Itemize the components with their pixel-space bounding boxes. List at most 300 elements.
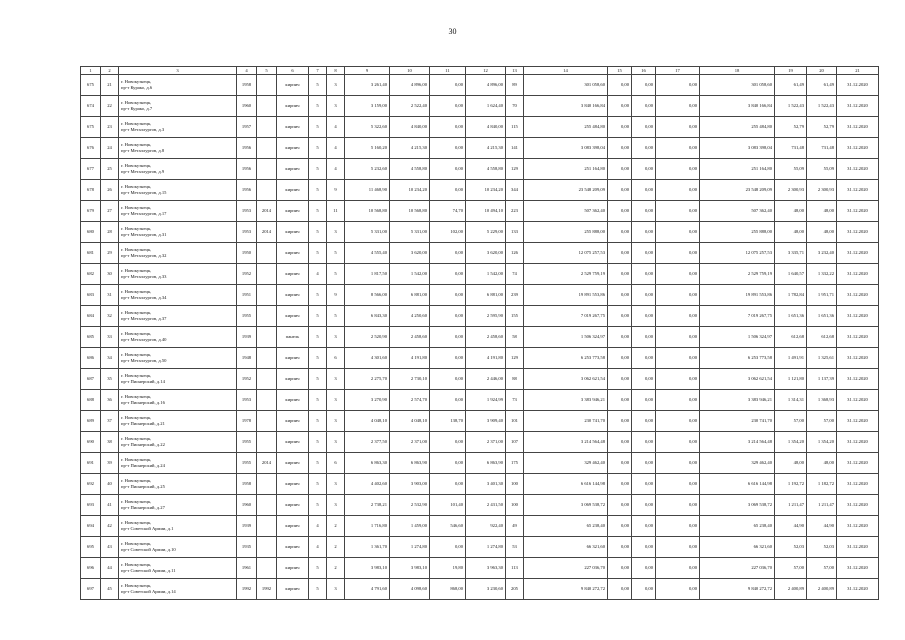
table-cell: 115 <box>506 117 524 138</box>
table-cell: 12 075 257,53 <box>700 243 775 264</box>
table-cell: 694 <box>81 516 101 537</box>
table-cell: 5 <box>309 138 327 159</box>
table-cell: 31.12.2020 <box>837 159 879 180</box>
table-cell: 682 <box>81 264 101 285</box>
address-cell <box>119 159 237 180</box>
column-number-8: 8 <box>327 67 345 75</box>
table-cell: 65 238,40 <box>524 516 608 537</box>
table-cell: 0,00 <box>430 138 466 159</box>
table-cell: 1 211,47 <box>807 495 837 516</box>
table-row <box>81 495 879 516</box>
table-row <box>81 243 879 264</box>
table-cell: 48,00 <box>775 453 807 474</box>
table-cell: 5 <box>309 579 327 600</box>
table-cell <box>257 495 277 516</box>
table-cell: 5 331,00 <box>345 222 390 243</box>
table-cell: 100 <box>506 495 524 516</box>
table-cell: 1952 <box>237 264 257 285</box>
table-cell: 868,00 <box>430 579 466 600</box>
address-cell <box>119 495 237 516</box>
table-cell <box>257 516 277 537</box>
table-cell: 1939 <box>237 327 257 348</box>
table-cell: 3 270,90 <box>345 390 390 411</box>
table-cell: 6 253 773,58 <box>524 348 608 369</box>
table-cell: 48,00 <box>775 201 807 222</box>
column-number-17: 17 <box>656 67 700 75</box>
table-cell: 0,00 <box>608 75 632 96</box>
table-cell: 52,79 <box>775 117 807 138</box>
table-cell: 2 371,00 <box>466 432 506 453</box>
table-cell: 693 <box>81 495 101 516</box>
address-street: пр-т Металлургов, д.37 <box>121 316 167 321</box>
table-cell: 74,70 <box>430 201 466 222</box>
table-row <box>81 327 879 348</box>
table-cell <box>257 96 277 117</box>
table-cell: 0,00 <box>608 558 632 579</box>
table-cell: 3 214 564,48 <box>524 432 608 453</box>
table-cell: 5 <box>309 327 327 348</box>
table-cell: 507 362,40 <box>700 201 775 222</box>
address-city: г. Новокузнецк, <box>121 267 152 273</box>
column-number-11: 11 <box>430 67 466 75</box>
table-cell: 1 640,57 <box>775 264 807 285</box>
table-cell: 0,00 <box>430 264 466 285</box>
table-cell: 22 <box>101 96 119 117</box>
table-cell: 680 <box>81 222 101 243</box>
table-row <box>81 264 879 285</box>
table-cell: 1 716,80 <box>345 516 390 537</box>
table-row <box>81 285 879 306</box>
table-cell: 1 182,72 <box>807 474 837 495</box>
table-cell: 0,00 <box>632 579 656 600</box>
table-row <box>81 453 879 474</box>
table-cell: 4 555,40 <box>345 243 390 264</box>
address-street: пр-т Пионерский, д.27 <box>121 505 165 510</box>
table-cell: 0,00 <box>656 432 700 453</box>
table-cell: 230 741,70 <box>700 411 775 432</box>
table-cell: 4 098,60 <box>390 579 430 600</box>
table-cell: 0,00 <box>656 495 700 516</box>
table-cell: 255 888,00 <box>524 222 608 243</box>
table-cell: 23 548 209,09 <box>700 180 775 201</box>
table-cell: 1955 <box>237 306 257 327</box>
address-cell <box>119 222 237 243</box>
table-cell: 2 738,21 <box>345 495 390 516</box>
table-cell <box>257 285 277 306</box>
table-cell: 0,00 <box>430 75 466 96</box>
table-cell: 5 <box>309 96 327 117</box>
table-cell: 329 462,40 <box>524 453 608 474</box>
address-street: пр-т Металлургов, д.3 <box>121 127 165 132</box>
table-cell: 1 274,80 <box>390 537 430 558</box>
address-cell <box>119 558 237 579</box>
table-cell: 255 484,80 <box>524 117 608 138</box>
table-cell: 101 <box>506 411 524 432</box>
table-cell: 1952 <box>237 369 257 390</box>
table-cell: 55,09 <box>775 159 807 180</box>
address-city: г. Новокузнецк, <box>121 372 152 378</box>
table-cell: кирпич <box>277 348 309 369</box>
table-cell: 687 <box>81 369 101 390</box>
table-cell: 4 215,30 <box>466 138 506 159</box>
address-city: г. Новокузнецк, <box>121 540 152 546</box>
table-cell: 5 <box>309 369 327 390</box>
table-cell: 0,00 <box>608 495 632 516</box>
address-street: пр-т Металлургов, д.8 <box>121 148 165 153</box>
table-cell: кирпич <box>277 117 309 138</box>
table-cell: 57,00 <box>775 411 807 432</box>
table-cell: 5 <box>309 159 327 180</box>
table-cell: 31.12.2020 <box>837 75 879 96</box>
table-cell: 31.12.2020 <box>837 558 879 579</box>
table-cell: 0,00 <box>608 243 632 264</box>
table-cell: 1961 <box>237 558 257 579</box>
table-cell: 0,00 <box>632 390 656 411</box>
address-street: пр-т Пионерский, д.21 <box>121 421 165 426</box>
table-cell: 1 522,43 <box>807 96 837 117</box>
column-number-6: 6 <box>277 67 309 75</box>
table-cell: 0,00 <box>632 180 656 201</box>
address-city: г. Новокузнецк, <box>121 393 152 399</box>
table-cell <box>257 138 277 159</box>
table-cell: 0,00 <box>656 243 700 264</box>
address-street: пр-т Металлургов, д.9 <box>121 169 165 174</box>
table-cell: 5 <box>327 264 345 285</box>
table-row <box>81 558 879 579</box>
table-cell: 0,00 <box>632 327 656 348</box>
table-cell: 301 058,60 <box>524 75 608 96</box>
table-cell: 6 881,00 <box>390 285 430 306</box>
table-cell: 21 <box>101 75 119 96</box>
address-street: пр-т Металлургов, д.15 <box>121 190 167 195</box>
table-cell: 1 817,50 <box>345 264 390 285</box>
table-cell <box>257 75 277 96</box>
table-cell: кирпич <box>277 159 309 180</box>
table-cell: 1939 <box>237 516 257 537</box>
table-cell: 681 <box>81 243 101 264</box>
table-cell: 5 <box>309 348 327 369</box>
table-cell: 689 <box>81 411 101 432</box>
address-city: г. Новокузнецк, <box>121 120 152 126</box>
table-cell: 101,40 <box>430 495 466 516</box>
table-cell: 2 371,00 <box>390 432 430 453</box>
table-cell: 11 <box>327 201 345 222</box>
table-cell: 4 <box>327 159 345 180</box>
table-cell: 3 232,40 <box>807 243 837 264</box>
address-street: пр-т Металлургов, д.31 <box>121 232 167 237</box>
table-row <box>81 180 879 201</box>
column-number-16: 16 <box>632 67 656 75</box>
table-cell <box>257 243 277 264</box>
table-cell: 4 558,80 <box>390 159 430 180</box>
table-cell: 4 <box>309 516 327 537</box>
table-row <box>81 201 879 222</box>
address-cell <box>119 117 237 138</box>
table-cell: 39 <box>101 453 119 474</box>
address-cell <box>119 243 237 264</box>
table-cell: 5 <box>309 558 327 579</box>
address-city: г. Новокузнецк, <box>121 435 152 441</box>
table-cell: 133 <box>506 222 524 243</box>
table-cell: 3 <box>327 474 345 495</box>
table-row <box>81 537 879 558</box>
table-cell: 44,90 <box>775 516 807 537</box>
table-cell: 5 <box>309 285 327 306</box>
table-cell: 1 121,80 <box>775 369 807 390</box>
table-cell: 31.12.2020 <box>837 453 879 474</box>
table-cell: 3 909,40 <box>466 411 506 432</box>
table-cell: 0,00 <box>430 474 466 495</box>
table-cell: 1951 <box>237 285 257 306</box>
table-cell: 3 963,30 <box>466 558 506 579</box>
table-cell: 690 <box>81 432 101 453</box>
table-cell: 2 <box>327 516 345 537</box>
table-cell: 5 160,20 <box>345 138 390 159</box>
table-cell: 922,40 <box>466 516 506 537</box>
table-cell: 4 791,60 <box>345 579 390 600</box>
table-cell: 0,00 <box>430 180 466 201</box>
table-cell <box>257 411 277 432</box>
table-cell: 0,00 <box>656 180 700 201</box>
table-cell: 205 <box>506 579 524 600</box>
table-cell: 0,00 <box>656 327 700 348</box>
table-row <box>81 579 879 600</box>
table-cell: 3 <box>327 579 345 600</box>
table-cell: 676 <box>81 138 101 159</box>
table-cell: 0,00 <box>632 264 656 285</box>
table-cell: кирпич <box>277 201 309 222</box>
table-cell: 5 <box>309 243 327 264</box>
table-cell: 23 <box>101 117 119 138</box>
table-cell: 239 <box>506 285 524 306</box>
address-street: пр-т Курако, д.6 <box>121 85 153 90</box>
table-cell: 2 532,90 <box>390 495 430 516</box>
address-city: г. Новокузнецк, <box>121 162 152 168</box>
table-cell: 4 896,00 <box>390 75 430 96</box>
table-cell: 3 840 166,84 <box>700 96 775 117</box>
column-number-header-row <box>81 67 879 75</box>
table-cell: 4 558,80 <box>466 159 506 180</box>
table-cell: 4 <box>309 537 327 558</box>
table-cell: 301 058,60 <box>700 75 775 96</box>
table-cell: 4 896,00 <box>466 75 506 96</box>
table-cell: 74 <box>506 264 524 285</box>
housing-registry-table <box>80 66 879 600</box>
address-city: г. Новокузнецк, <box>121 456 152 462</box>
table-cell: 2 275,70 <box>345 369 390 390</box>
table-cell: кирпич <box>277 495 309 516</box>
table-cell: 1953 <box>237 222 257 243</box>
address-city: г. Новокузнецк, <box>121 78 152 84</box>
table-cell: 0,00 <box>632 159 656 180</box>
table-cell: 0,00 <box>608 159 632 180</box>
address-street: пр-т Курако, д.7 <box>121 106 153 111</box>
table-cell: 731,48 <box>807 138 837 159</box>
table-cell: 52,03 <box>775 537 807 558</box>
table-cell: 57,00 <box>807 558 837 579</box>
address-street: пр-т Советской Армии, д.14 <box>121 589 176 594</box>
table-cell: 3 983,10 <box>390 558 430 579</box>
table-cell: 227 036,70 <box>524 558 608 579</box>
address-city: г. Новокузнецк, <box>121 246 152 252</box>
table-cell: 31.12.2020 <box>837 327 879 348</box>
table-cell: 1 624,40 <box>466 96 506 117</box>
table-cell: 10 494,10 <box>466 201 506 222</box>
table-cell: 23 548 209,09 <box>524 180 608 201</box>
table-cell: 3 <box>327 96 345 117</box>
address-cell <box>119 537 237 558</box>
table-cell: 5 <box>309 432 327 453</box>
address-street: пр-т Металлургов, д.33 <box>121 274 167 279</box>
table-row <box>81 432 879 453</box>
table-cell: 1 314,31 <box>775 390 807 411</box>
table-cell: 6 <box>327 453 345 474</box>
address-street: пр-т Металлургов, д.40 <box>121 337 167 342</box>
address-city: г. Новокузнецк, <box>121 141 152 147</box>
table-cell: 691 <box>81 453 101 474</box>
table-cell: 4 402,60 <box>345 474 390 495</box>
table-cell: 31.12.2020 <box>837 180 879 201</box>
table-cell: 612,68 <box>807 327 837 348</box>
table-cell <box>257 369 277 390</box>
table-cell: 5 232,60 <box>345 159 390 180</box>
table-cell: 1 951,71 <box>807 285 837 306</box>
table-cell: 141 <box>506 138 524 159</box>
table-row <box>81 117 879 138</box>
table-cell: 3 159,00 <box>345 96 390 117</box>
table-cell: 4 <box>327 138 345 159</box>
address-cell <box>119 327 237 348</box>
table-cell: 0,00 <box>632 516 656 537</box>
table-cell: 1 491,91 <box>775 348 807 369</box>
table-cell: 113 <box>506 558 524 579</box>
table-cell: 685 <box>81 327 101 348</box>
table-cell: 65 238,40 <box>700 516 775 537</box>
address-cell <box>119 180 237 201</box>
table-cell: 2 520,90 <box>345 327 390 348</box>
table-cell <box>257 348 277 369</box>
table-cell: 31.12.2020 <box>837 411 879 432</box>
table-cell: 5 <box>309 306 327 327</box>
table-cell: 10 568,80 <box>390 201 430 222</box>
table-cell: кирпич <box>277 558 309 579</box>
table-cell: 0,00 <box>430 432 466 453</box>
address-city: г. Новокузнецк, <box>121 204 152 210</box>
table-cell: 53 <box>506 537 524 558</box>
table-cell: 1950 <box>237 243 257 264</box>
table-cell: 6 863,30 <box>345 453 390 474</box>
table-cell: 1 782,84 <box>775 285 807 306</box>
table-cell: 0,00 <box>632 222 656 243</box>
table-cell: 3 062 621,54 <box>700 369 775 390</box>
table-cell: 0,00 <box>656 138 700 159</box>
table-cell: 0,00 <box>608 306 632 327</box>
table-cell: 0,00 <box>656 411 700 432</box>
table-cell: 3 <box>327 390 345 411</box>
table-cell: 0,00 <box>430 159 466 180</box>
table-cell <box>257 390 277 411</box>
table-cell: 0,00 <box>656 390 700 411</box>
address-cell <box>119 390 237 411</box>
table-body <box>81 75 879 600</box>
address-cell <box>119 264 237 285</box>
table-cell: кирпич <box>277 537 309 558</box>
table-cell: 731,48 <box>775 138 807 159</box>
address-street: пр-т Металлургов, д.34 <box>121 295 167 300</box>
address-city: г. Новокузнецк, <box>121 288 152 294</box>
table-row <box>81 306 879 327</box>
table-cell: 40 <box>101 474 119 495</box>
table-cell: 0,00 <box>632 96 656 117</box>
table-cell: 66 321,60 <box>700 537 775 558</box>
table-cell: 6 863,90 <box>390 453 430 474</box>
address-street: пр-т Пионерский, д.22 <box>121 442 165 447</box>
table-cell: 4 <box>327 117 345 138</box>
table-cell: 2 <box>327 537 345 558</box>
column-number-19: 19 <box>775 67 807 75</box>
table-cell: 0,00 <box>608 369 632 390</box>
table-cell: 2 377,50 <box>345 432 390 453</box>
address-city: г. Новокузнецк, <box>121 519 152 525</box>
table-cell: 344 <box>506 180 524 201</box>
table-cell: 35 <box>101 369 119 390</box>
table-cell: 4 191,80 <box>390 348 430 369</box>
table-cell: 0,00 <box>656 369 700 390</box>
table-cell: 26 <box>101 180 119 201</box>
address-city: г. Новокузнецк, <box>121 561 152 567</box>
table-cell: 1992 <box>257 579 277 600</box>
table-cell: 2014 <box>257 201 277 222</box>
table-cell: 0,00 <box>430 96 466 117</box>
table-cell: 0,00 <box>632 537 656 558</box>
table-cell: 674 <box>81 96 101 117</box>
table-cell: 0,00 <box>632 369 656 390</box>
table-cell: 4 301,60 <box>345 348 390 369</box>
table-cell: 251 164,80 <box>524 159 608 180</box>
table-cell: 8 566,00 <box>345 285 390 306</box>
table-cell: 3 620,00 <box>390 243 430 264</box>
address-cell <box>119 369 237 390</box>
table-cell <box>257 474 277 495</box>
table-cell: 31.12.2020 <box>837 516 879 537</box>
table-cell: 0,00 <box>608 285 632 306</box>
table-cell: 686 <box>81 348 101 369</box>
table-cell: 227 036,70 <box>700 558 775 579</box>
table-cell: 0,00 <box>632 117 656 138</box>
column-number-10: 10 <box>390 67 430 75</box>
table-cell: 1960 <box>237 96 257 117</box>
table-cell: 3 903,00 <box>390 474 430 495</box>
table-cell: 3 214 564,48 <box>700 432 775 453</box>
column-number-3: 3 <box>119 67 237 75</box>
table-cell: 675 <box>81 117 101 138</box>
table-cell: 5 <box>309 201 327 222</box>
address-cell <box>119 201 237 222</box>
table-cell: панель <box>277 327 309 348</box>
table-cell: 230 741,70 <box>524 411 608 432</box>
table-cell: 0,00 <box>656 306 700 327</box>
table-cell: 155 <box>506 306 524 327</box>
table-cell: 1955 <box>237 432 257 453</box>
table-cell: 0,00 <box>632 243 656 264</box>
table-cell <box>257 537 277 558</box>
table-cell: 19 891 553,86 <box>700 285 775 306</box>
address-cell <box>119 432 237 453</box>
table-cell: 0,00 <box>656 159 700 180</box>
table-cell: 24 <box>101 138 119 159</box>
table-cell: 2 446,00 <box>466 369 506 390</box>
address-street: пр-т Металлургов, д.17 <box>121 211 167 216</box>
